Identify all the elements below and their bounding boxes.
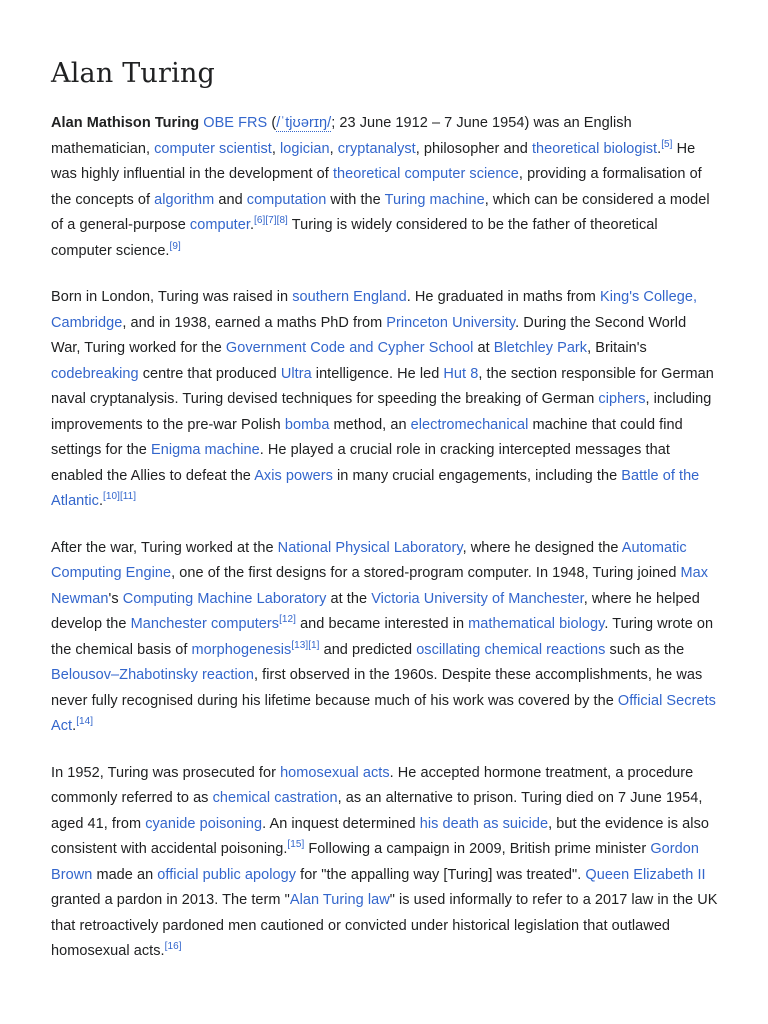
- link-princeton-university[interactable]: Princeton University: [386, 314, 516, 331]
- body-text: . An inquest determined: [262, 815, 420, 832]
- article-body: [51, 111, 718, 965]
- body-text: . Turing wrote on the chemical basis of: [51, 616, 714, 658]
- subject-name: Alan Mathison Turing: [51, 115, 200, 131]
- link-manchester-computers[interactable]: Manchester computers: [130, 616, 280, 632]
- body-text: In 1952, Turing was prosecuted for: [51, 764, 281, 781]
- body-text: made an: [92, 866, 158, 883]
- citation-link[interactable]: [11]: [119, 491, 137, 503]
- paragraph-prosecution: [51, 761, 718, 965]
- link-logician[interactable]: logician: [280, 140, 330, 157]
- page-title: Alan Turing: [51, 58, 216, 89]
- link-codebreaking[interactable]: codebreaking: [51, 365, 139, 382]
- citation-link[interactable]: [12]: [279, 614, 296, 626]
- link-enigma-machine[interactable]: Enigma machine: [151, 442, 260, 458]
- link-official-public-apology[interactable]: official public apology: [157, 866, 297, 883]
- paragraph-early-life: [51, 285, 718, 515]
- citation-ref: [254, 215, 265, 226]
- link-electromechanical[interactable]: electromechanical: [410, 416, 529, 433]
- citation-ref: [661, 139, 672, 150]
- body-text: granted a pardon in 2013. The term ": [51, 892, 290, 908]
- link-pronunciation[interactable]: /ˈtjʊərɪŋ/: [276, 115, 332, 131]
- body-text: 's: [108, 590, 123, 607]
- citation-ref: [103, 491, 120, 502]
- citation-link[interactable]: [14]: [76, 716, 94, 728]
- link-ciphers[interactable]: ciphers: [598, 391, 646, 407]
- citation-link[interactable]: [13]: [291, 639, 309, 651]
- citation-ref: [76, 716, 93, 727]
- body-text: Born in London, Turing was raised in: [51, 289, 293, 305]
- citation-ref: [279, 614, 296, 625]
- body-text: . He accepted hormone treatment, a procedure commonly referred to as: [51, 764, 694, 806]
- citation-ref: [120, 491, 136, 502]
- body-text: and became interested in: [295, 616, 469, 632]
- body-text: , which can be considered a model of a general-purpose: [51, 191, 710, 233]
- link-victoria-university-of-manchester[interactable]: Victoria University of Manchester: [371, 590, 584, 607]
- body-text: for "the appalling way [Turing] was treated".: [296, 866, 586, 883]
- body-text: .: [249, 217, 255, 233]
- body-text: ; 23 June 1912 – 7 June 1954) was an English mathematician,: [51, 115, 632, 157]
- paragraph-intro: [51, 111, 718, 264]
- body-text: ,: [329, 140, 338, 157]
- body-text: at the: [326, 590, 372, 607]
- body-text: centre that produced: [138, 365, 281, 382]
- body-text: Following a campaign in 2009, British prime minister: [304, 841, 651, 857]
- body-text: .: [657, 140, 662, 157]
- body-text: with the: [326, 191, 385, 208]
- body-text: . He graduated in maths from: [406, 289, 600, 305]
- link-morphogenesis[interactable]: morphogenesis: [191, 641, 292, 658]
- citation-link[interactable]: [8]: [276, 215, 288, 227]
- citation-link[interactable]: [5]: [661, 138, 673, 150]
- link-battle-of-the-atlantic[interactable]: Battle of the Atlantic: [51, 467, 700, 509]
- link-belousov-zhabotinsky-reaction[interactable]: Belousov–Zhabotinsky reaction: [51, 667, 254, 683]
- body-text: intelligence. He led: [311, 365, 444, 382]
- link-alan-turing-law[interactable]: Alan Turing law: [289, 892, 390, 908]
- citation-ref: [265, 215, 276, 226]
- citation-link[interactable]: [16]: [164, 941, 182, 953]
- citation-link[interactable]: [10]: [103, 491, 120, 503]
- body-text: , including improvements to the pre-war Polish: [51, 391, 712, 433]
- link-computer-scientist[interactable]: computer scientist: [154, 140, 272, 157]
- body-text: at: [473, 340, 494, 356]
- body-text: , Britain's: [587, 340, 647, 356]
- citation-ref: [291, 640, 308, 651]
- citation-ref: [287, 839, 304, 850]
- body-text: ,: [271, 140, 281, 157]
- link-gordon-brown[interactable]: Gordon Brown: [51, 841, 699, 883]
- link-turing-machine[interactable]: Turing machine: [384, 191, 485, 208]
- link-hut-8[interactable]: Hut 8: [443, 365, 479, 382]
- link-axis-powers[interactable]: Axis powers: [254, 467, 333, 484]
- body-text: Turing is widely considered to be the father of theoretical computer science.: [51, 217, 658, 259]
- link-automatic-computing-engine[interactable]: Automatic Computing Engine: [51, 539, 687, 581]
- citation-link[interactable]: [15]: [287, 839, 305, 851]
- citation-ref: [308, 640, 319, 651]
- citation-link[interactable]: [7]: [265, 215, 277, 227]
- citation-link[interactable]: [6]: [254, 215, 266, 227]
- link-kings-college-cambridge[interactable]: King's College, Cambridge: [51, 289, 698, 331]
- body-text: , one of the first designs for a stored-program computer. In 1948, Turing joined: [171, 565, 681, 581]
- body-text: . During the Second World War, Turing worked for the: [51, 314, 687, 356]
- body-text: (: [267, 115, 277, 131]
- body-text: , where he designed the: [462, 539, 622, 556]
- citation-link[interactable]: [9]: [169, 240, 181, 252]
- body-text: .: [72, 718, 77, 734]
- link-death-as-suicide[interactable]: his death as suicide: [419, 815, 549, 832]
- body-text: such as the: [605, 641, 685, 658]
- link-computer[interactable]: computer: [189, 217, 250, 233]
- body-text: machine that could find settings for the: [51, 416, 683, 458]
- link-max-newman[interactable]: Max Newman: [51, 565, 709, 607]
- link-mathematical-biology[interactable]: mathematical biology: [468, 616, 605, 632]
- citation-ref: [170, 241, 181, 252]
- citation-link[interactable]: [1]: [308, 639, 320, 651]
- body-text: , the section responsible for German naval cryptanalysis. Turing devised techniques for speeding the breaking of German: [51, 365, 714, 407]
- body-text: , where he helped develop the: [51, 590, 700, 632]
- link-theoretical-biologist[interactable]: theoretical biologist: [531, 140, 658, 157]
- body-text: and: [214, 191, 247, 208]
- body-text: , first observed in the 1960s. Despite these accomplishments, he was never fully recognised during his lifetime because much of his work was covered by the: [51, 667, 703, 709]
- link-ultra[interactable]: Ultra: [280, 365, 312, 382]
- link-queen-elizabeth-ii[interactable]: Queen Elizabeth II: [585, 866, 706, 883]
- link-obe[interactable]: OBE: [203, 115, 235, 131]
- body-text: method, an: [329, 416, 411, 433]
- link-cyanide-poisoning[interactable]: cyanide poisoning: [145, 815, 263, 832]
- body-text: .: [98, 493, 104, 509]
- link-southern-england[interactable]: southern England: [292, 289, 407, 305]
- link-algorithm[interactable]: algorithm: [154, 191, 215, 208]
- link-theoretical-computer-science[interactable]: theoretical computer science: [332, 166, 519, 182]
- link-frs[interactable]: FRS: [238, 115, 268, 131]
- link-homosexual-acts[interactable]: homosexual acts: [280, 764, 390, 781]
- body-text: , but the evidence is also consistent with accidental poisoning.: [51, 815, 709, 857]
- link-computation[interactable]: computation: [246, 191, 327, 208]
- link-bletchley-park[interactable]: Bletchley Park: [493, 340, 588, 356]
- body-text: After the war, Turing worked at the: [51, 539, 278, 556]
- body-text: and predicted: [319, 641, 417, 658]
- body-text: He was highly influential in the development of: [51, 140, 696, 182]
- link-national-physical-laboratory[interactable]: National Physical Laboratory: [277, 539, 463, 556]
- paragraph-after-war: [51, 536, 718, 740]
- link-chemical-castration[interactable]: chemical castration: [212, 790, 338, 806]
- link-government-code-and-cypher-school[interactable]: Government Code and Cypher School: [225, 340, 474, 356]
- citation-ref: [165, 941, 182, 952]
- link-cryptanalyst[interactable]: cryptanalyst: [337, 140, 416, 157]
- body-text: , and in 1938, earned a maths PhD from: [122, 314, 387, 331]
- body-text: . He played a crucial role in cracking intercepted messages that enabled the Allies to defeat the: [51, 442, 670, 484]
- body-text: " is used informally to refer to a 2017 law in the UK that retroactively pardoned men cautioned or convicted under historical legislation that outlawed homosexual acts.: [51, 892, 718, 959]
- link-official-secrets-act[interactable]: Official Secrets Act: [51, 692, 716, 734]
- body-text: , providing a formalisation of the concepts of: [51, 166, 702, 208]
- link-oscillating-chemical-reactions[interactable]: oscillating chemical reactions: [416, 641, 606, 658]
- link-bomba[interactable]: bomba: [284, 416, 330, 433]
- body-text: in many crucial engagements, including the: [332, 467, 622, 484]
- body-text: , philosopher and: [415, 140, 532, 157]
- link-computing-machine-laboratory[interactable]: Computing Machine Laboratory: [122, 590, 327, 607]
- citation-ref: [277, 215, 288, 226]
- body-text: , as an alternative to prison. Turing died on 7 June 1954, aged 41, from: [51, 790, 703, 832]
